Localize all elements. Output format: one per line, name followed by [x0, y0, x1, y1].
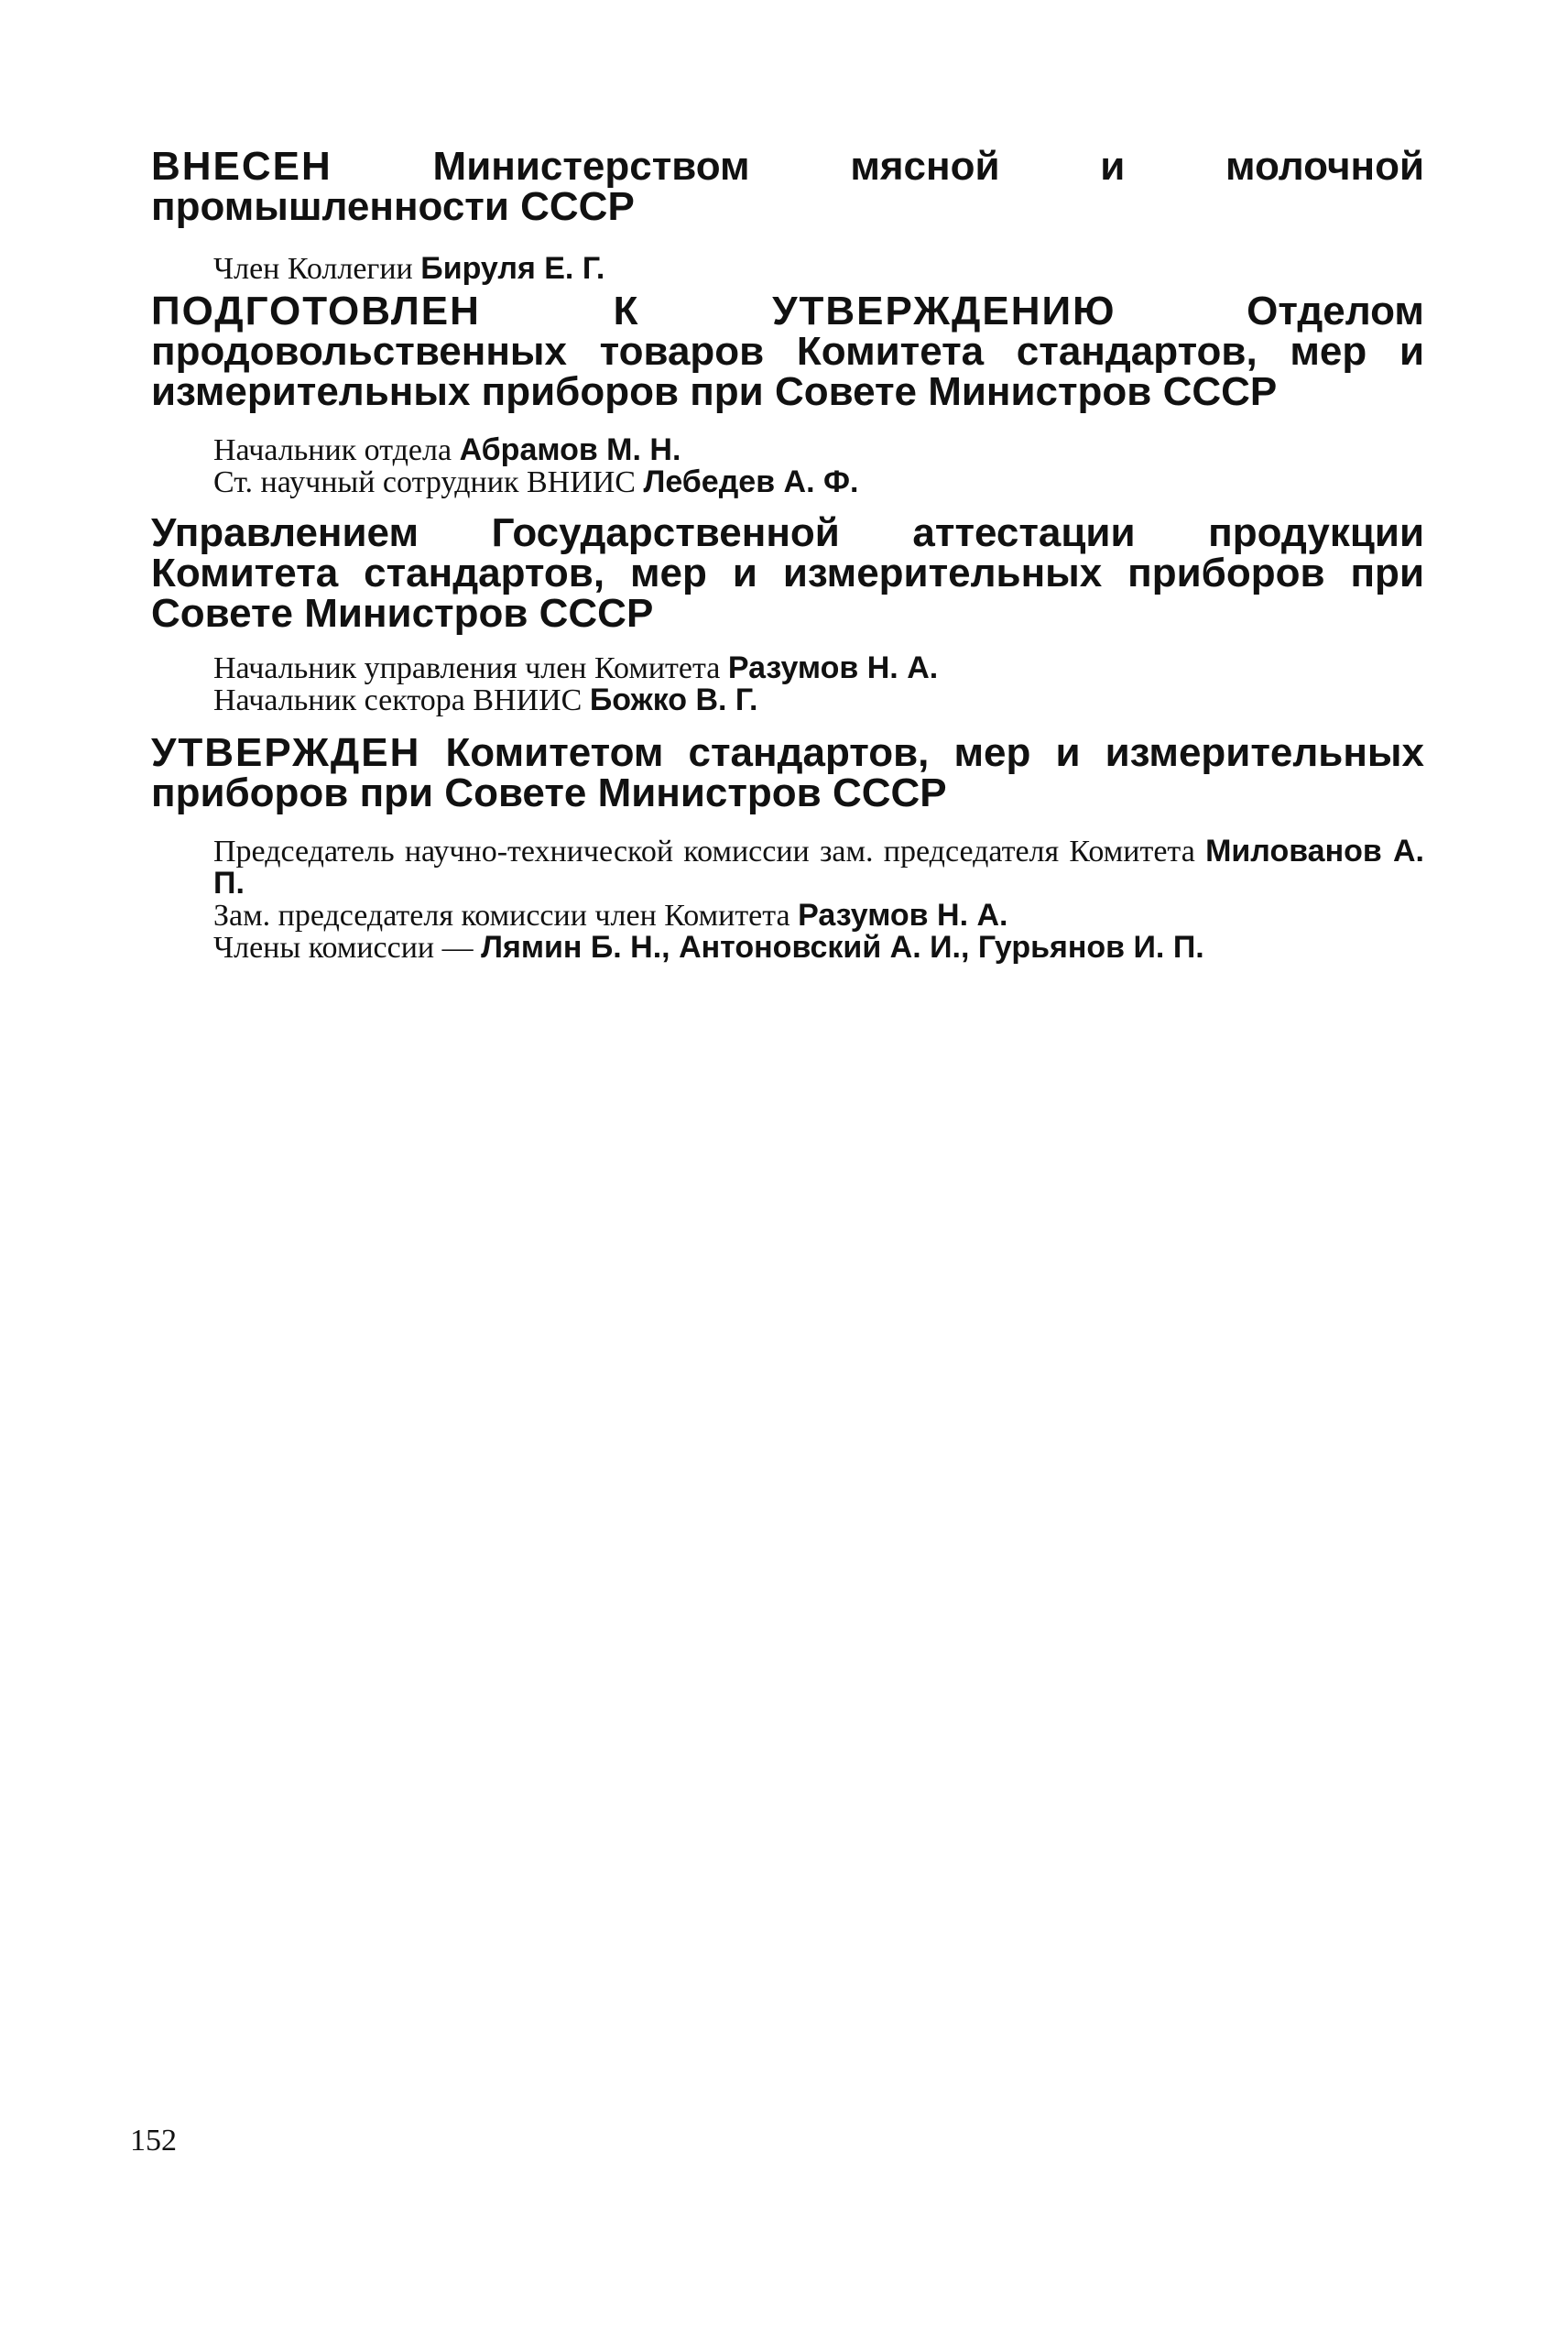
person-name: Лямин Б. Н., Антоновский А. И., Гурьянов И. П.: [481, 930, 1204, 965]
section-text: Управлением Государственной аттестации продукции Комитета стандартов, мер и измерительных приборов при Совете Министров СССР: [151, 510, 1424, 636]
person-line: [213, 253, 1424, 285]
person-line: [213, 434, 1424, 466]
person-line: [213, 932, 1424, 964]
person-name: Разумов Н. А.: [798, 898, 1008, 933]
person-role: Начальник сектора ВНИИС: [213, 683, 583, 717]
person-name: Милованов А. П.: [213, 834, 1425, 901]
section-prepared: [151, 291, 1424, 498]
section-paragraph: [151, 510, 1424, 636]
person-name: Лебедев А. Ф.: [643, 464, 859, 499]
section-lead: ПОДГОТОВЛЕН К УТВЕРЖДЕНИЮ: [151, 289, 1116, 333]
section-text: Комитетом стандартов, мер и измерительных приборов при Совете Министров СССР: [151, 730, 1424, 815]
person-line: [213, 466, 1424, 498]
section-approved: [151, 730, 1425, 965]
person-role: Начальник управления член Комитета: [213, 651, 721, 685]
page-number: 152: [130, 2124, 177, 2158]
person-name: Разумов Н. А.: [727, 650, 939, 685]
person-role: Член Коллегии: [213, 252, 413, 286]
person-role: Члены комиссии —: [213, 931, 474, 965]
section-lead: ВНЕСЕН: [151, 144, 332, 189]
person-name: Бируля Е. Г.: [420, 251, 605, 286]
section-text: Министерством мясной и молочной промышленности СССР: [151, 144, 1424, 229]
section-paragraph: [151, 291, 1424, 412]
person-line: [213, 900, 1424, 932]
person-line: [213, 836, 1424, 900]
person-role: Ст. научный сотрудник ВНИИС: [213, 465, 636, 499]
person-role: Председатель научно-технической комиссии зам. председателя Комитета: [213, 835, 1195, 869]
person-line: [213, 684, 1424, 716]
person-name: Абрамов М. Н.: [459, 432, 681, 467]
section-lead: УТВЕРЖДЕН: [151, 730, 421, 775]
person-name: Божко В. Г.: [589, 683, 758, 717]
person-line: [213, 652, 1424, 684]
section-paragraph: [151, 144, 1424, 229]
section-paragraph: [151, 730, 1424, 815]
section-department: [151, 510, 1424, 717]
person-role: Зам. председателя комиссии член Комитета: [213, 899, 790, 933]
section-text: Отделом продовольственных товаров Комитета стандартов, мер и измерительных приборов при Совете Министров СССР: [151, 289, 1424, 414]
person-role: Начальник отдела: [213, 433, 452, 467]
section-introduced: [151, 144, 1424, 286]
